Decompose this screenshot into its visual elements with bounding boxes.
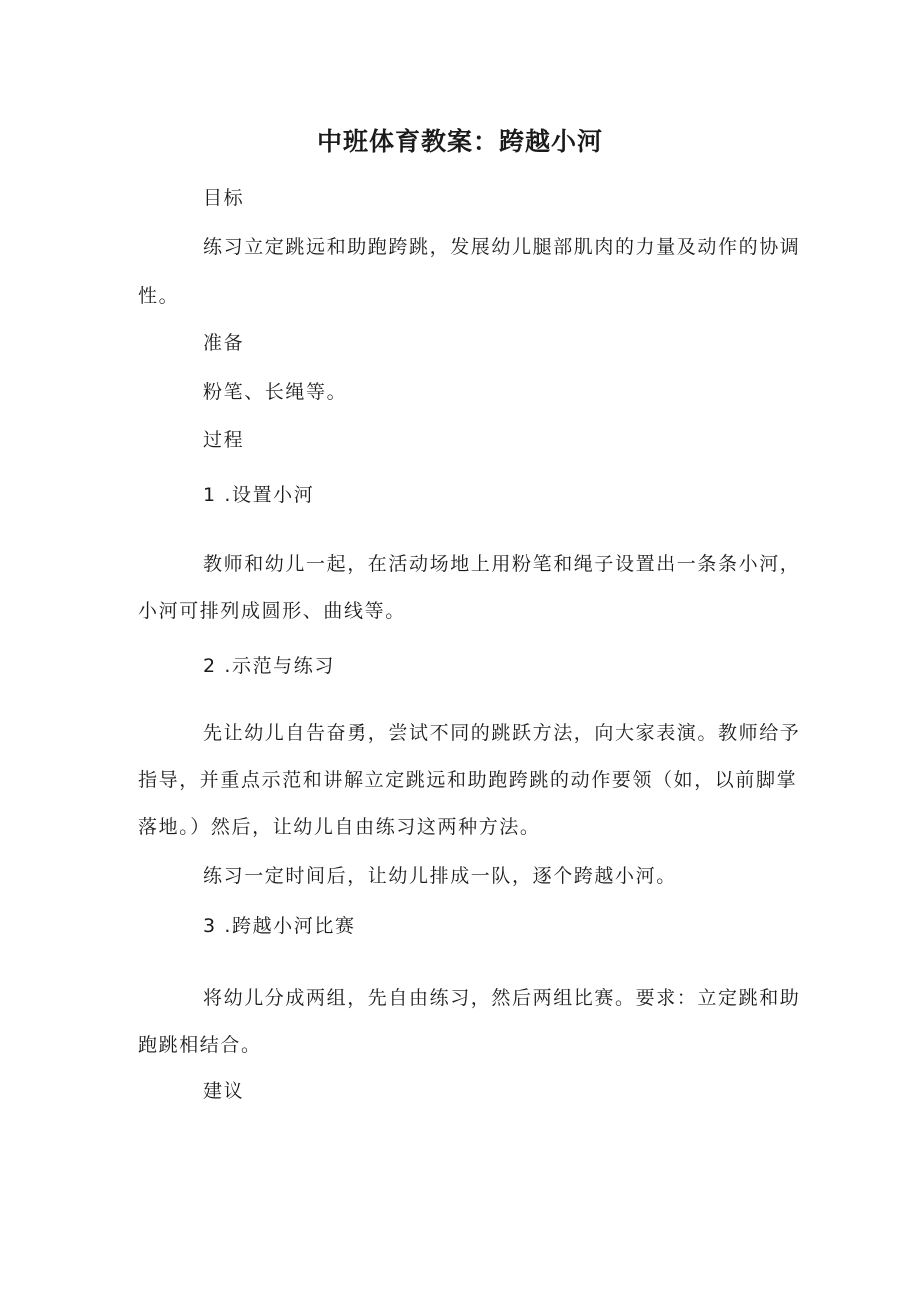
preparation-text: 粉笔、长绳等。 (203, 381, 348, 403)
heading-preparation: 准备 (203, 332, 245, 354)
heading-process: 过程 (203, 429, 245, 451)
goal-paragraph-line-2: 性。 (138, 285, 180, 307)
step-2-paragraph-line-3: 落地。）然后，让幼儿自由练习这两种方法。 (138, 816, 541, 838)
step-1-heading: 1 .设置小河 (203, 484, 315, 506)
step-2-practice-line: 练习一定时间后，让幼儿排成一队，逐个跨越小河。 (203, 865, 677, 887)
step-2-paragraph-line-1: 先让幼儿自告奋勇，尝试不同的跳跃方法，向大家表演。教师给予 (203, 722, 801, 744)
step-3-paragraph-line-1: 将幼儿分成两组，先自由练习，然后两组比赛。要求：立定跳和助 (203, 987, 801, 1009)
step-3-paragraph-line-2: 跑跳相结合。 (138, 1034, 262, 1056)
step-2-heading: 2 .示范与练习 (203, 655, 335, 677)
step-3-heading: 3 .跨越小河比赛 (203, 915, 356, 937)
step-1-paragraph-line-2: 小河可排列成圆形、曲线等。 (138, 600, 406, 622)
step-1-paragraph-line-1: 教师和幼儿一起，在活动场地上用粉笔和绳子设置出一条条小河， (203, 553, 801, 575)
heading-suggestion: 建议 (203, 1080, 245, 1102)
goal-paragraph-line-1: 练习立定跳远和助跑跨跳，发展幼儿腿部肌肉的力量及动作的协调 (203, 236, 801, 258)
document-title: 中班体育教案：跨越小河 (316, 127, 603, 156)
step-2-paragraph-line-2: 指导，并重点示范和讲解立定跳远和助跑跨跳的动作要领（如，以前脚掌 (138, 769, 798, 791)
heading-goal: 目标 (203, 187, 245, 209)
